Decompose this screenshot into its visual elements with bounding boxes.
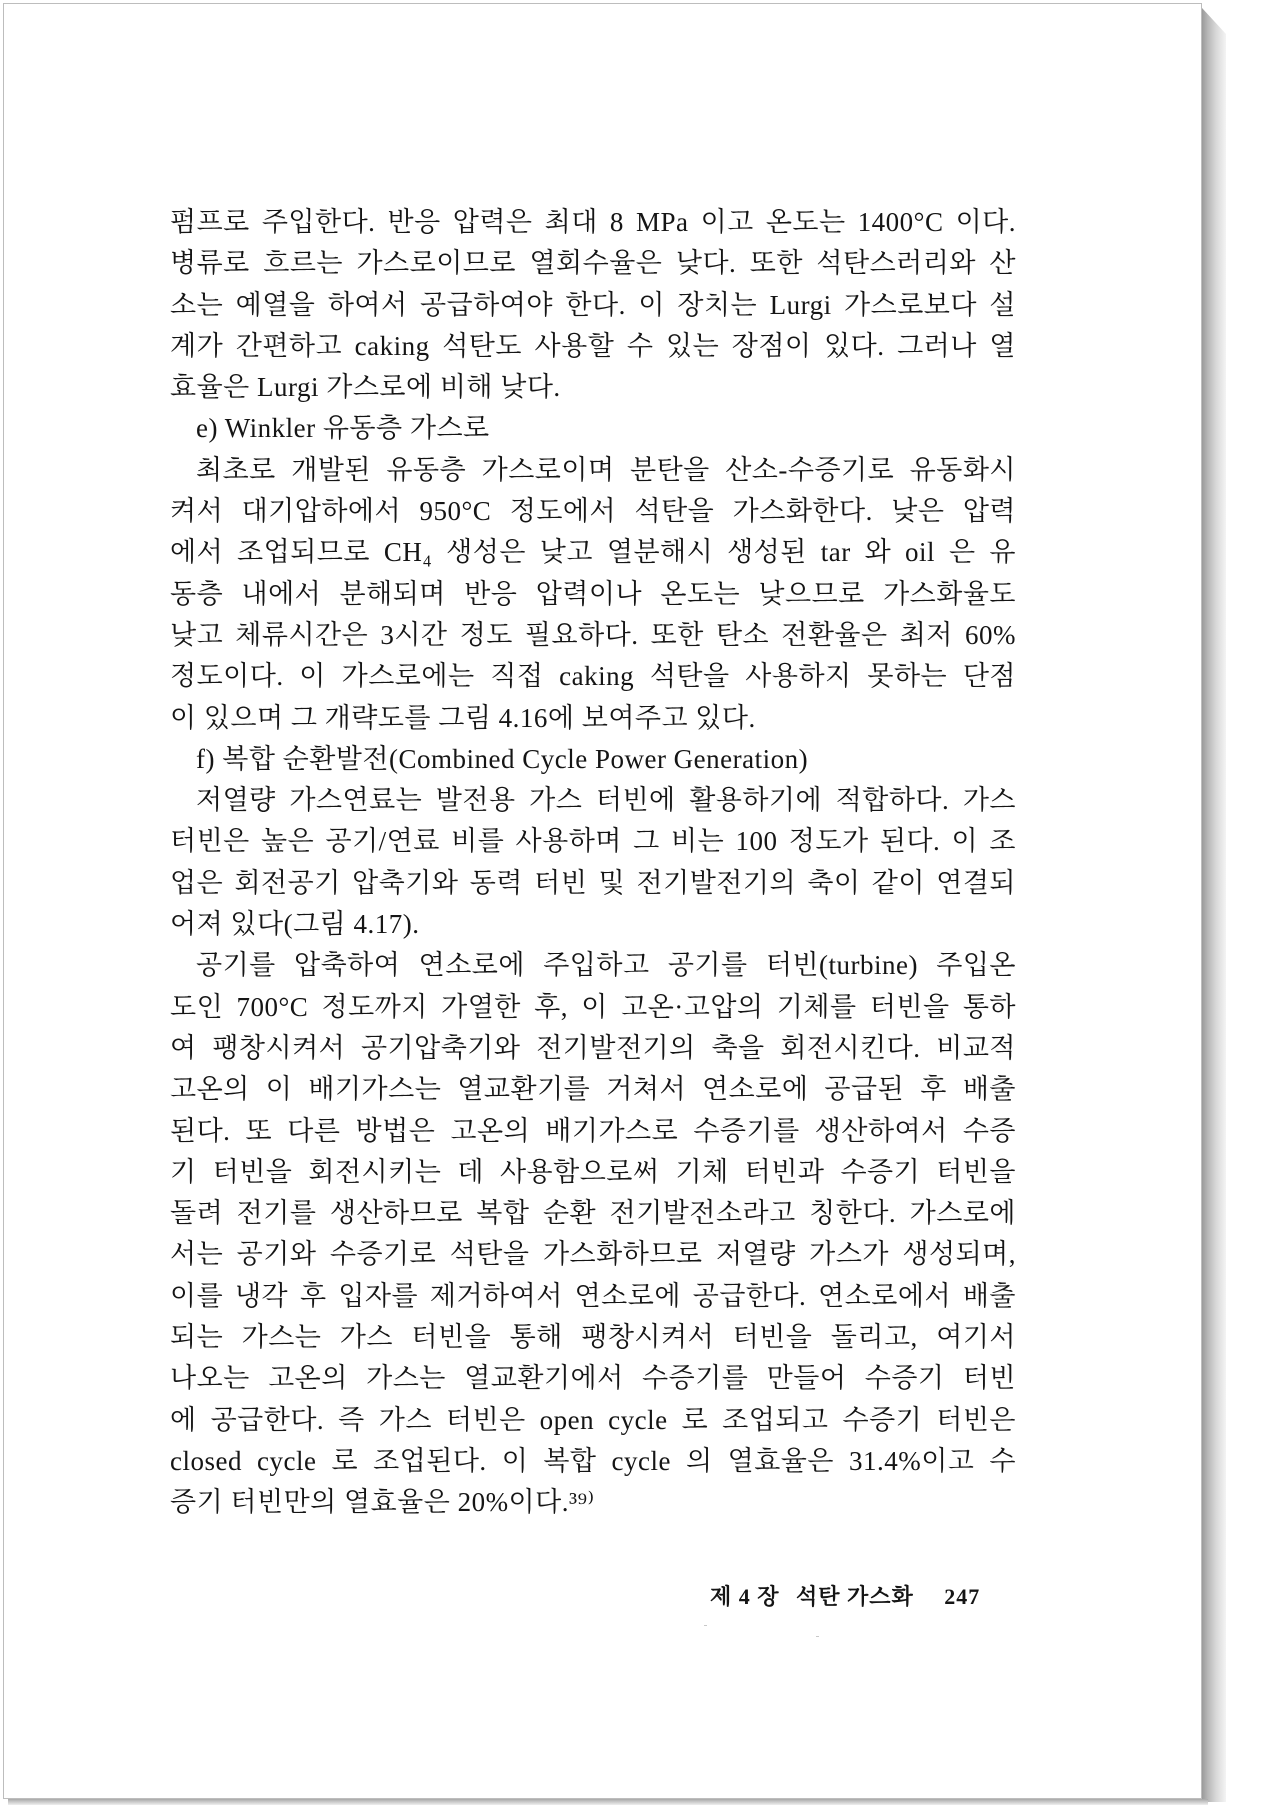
body-text (170, 202, 1016, 1524)
text-line: 되는 가스는 가스 터빈을 통해 팽창시켜서 터빈을 돌리고, 여기서 (170, 1322, 1016, 1353)
text-line: 이 있으며 그 개략도를 그림 4.16에 보여주고 있다. (170, 702, 756, 733)
page-edge-shadow (1202, 8, 1226, 1802)
text-line: 병류로 흐르는 가스로이므로 열회수율은 낮다. 또한 석탄스러리와 산 (170, 248, 1016, 279)
text-line: 동층 내에서 분해되며 반응 압력이나 온도는 낮으므로 가스화율도 (170, 578, 1016, 609)
text-line: 펌프로 주입한다. 반응 압력은 최대 8 MPa 이고 온도는 1400°C 이다. (170, 207, 1016, 237)
text-line: 터빈은 높은 공기/연료 비를 사용하며 그 비는 100 정도가 된다. 이 조 (170, 826, 1016, 857)
text-line: 서는 공기와 수증기로 석탄을 가스화하므로 저열량 가스가 생성되며, (170, 1239, 1016, 1270)
scan-speck (816, 1636, 819, 1637)
section-heading-f: f) 복합 순환발전(Combined Cycle Power Generation) (196, 743, 809, 774)
text-line: 최초로 개발된 유동층 가스로이며 분탄을 산소-수증기로 유동화시 (196, 454, 1016, 485)
document-page (3, 3, 1202, 1799)
text-line: 이를 냉각 후 입자를 제거하여서 연소로에 공급한다. 연소로에서 배출 (170, 1280, 1016, 1311)
text-line: 된다. 또 다른 방법은 고온의 배기가스로 수증기를 생산하여서 수증 (170, 1115, 1016, 1146)
text-line: 기 터빈을 회전시키는 데 사용함으로써 기체 터빈과 수증기 터빈을 (170, 1156, 1016, 1187)
text-line: 업은 회전공기 압축기와 동력 터빈 및 전기발전기의 축이 같이 연결되 (170, 867, 1016, 898)
text-line: 낮고 체류시간은 3시간 정도 필요하다. 또한 탄소 전환율은 최저 60% (170, 619, 1016, 650)
chapter-label: 제 4 장 (710, 1584, 780, 1609)
page-bottom-shadow (8, 1799, 1208, 1805)
text-line: 증기 터빈만의 열효율은 20%이다.³⁹⁾ (170, 1487, 595, 1518)
text-line: 에서 조업되므로 CH₄ 생성은 낮고 열분해시 생성된 tar 와 oil 은 유 (170, 537, 1016, 568)
text-line: 나오는 고온의 가스는 열교환기에서 수증기를 만들어 수증기 터빈 (170, 1363, 1016, 1394)
text-line: 고온의 이 배기가스는 열교환기를 거쳐서 연소로에 공급된 후 배출 (170, 1074, 1016, 1105)
text-line: closed cycle 로 조업된다. 이 복합 cycle 의 열효율은 31.4%이고 수 (170, 1445, 1016, 1476)
text-line: 에 공급한다. 즉 가스 터빈은 open cycle 로 조업되고 수증기 터빈은 (170, 1404, 1016, 1435)
text-line: 도인 700°C 정도까지 가열한 후, 이 고온·고압의 기체를 터빈을 통하 (170, 991, 1016, 1022)
text-line: 소는 예열을 하여서 공급하여야 한다. 이 장치는 Lurgi 가스로보다 설 (170, 289, 1016, 320)
text-line: 효율은 Lurgi 가스로에 비해 낮다. (170, 372, 561, 403)
text-line: 공기를 압축하여 연소로에 주입하고 공기를 터빈(turbine) 주입온 (196, 950, 1016, 981)
text-line: 켜서 대기압하에서 950°C 정도에서 석탄을 가스화한다. 낮은 압력 (170, 496, 1016, 527)
scan-speck (704, 1625, 707, 1626)
text-line: 계가 간편하고 caking 석탄도 사용할 수 있는 장점이 있다. 그러나 열 (170, 330, 1016, 361)
page-number: 247 (944, 1584, 981, 1609)
page-footer (710, 1580, 980, 1611)
text-line: 저열량 가스연료는 발전용 가스 터빈에 활용하기에 적합하다. 가스 (196, 785, 1016, 816)
text-line: 여 팽창시켜서 공기압축기와 전기발전기의 축을 회전시킨다. 비교적 (170, 1032, 1016, 1063)
chapter-title: 석탄 가스화 (796, 1584, 914, 1609)
text-line: 어져 있다(그림 4.17). (170, 909, 420, 940)
text-line: 돌려 전기를 생산하므로 복합 순환 전기발전소라고 칭한다. 가스로에 (170, 1198, 1016, 1229)
text-line: 정도이다. 이 가스로에는 직접 caking 석탄을 사용하지 못하는 단점 (170, 661, 1016, 692)
section-heading-e: e) Winkler 유동층 가스로 (196, 413, 490, 444)
